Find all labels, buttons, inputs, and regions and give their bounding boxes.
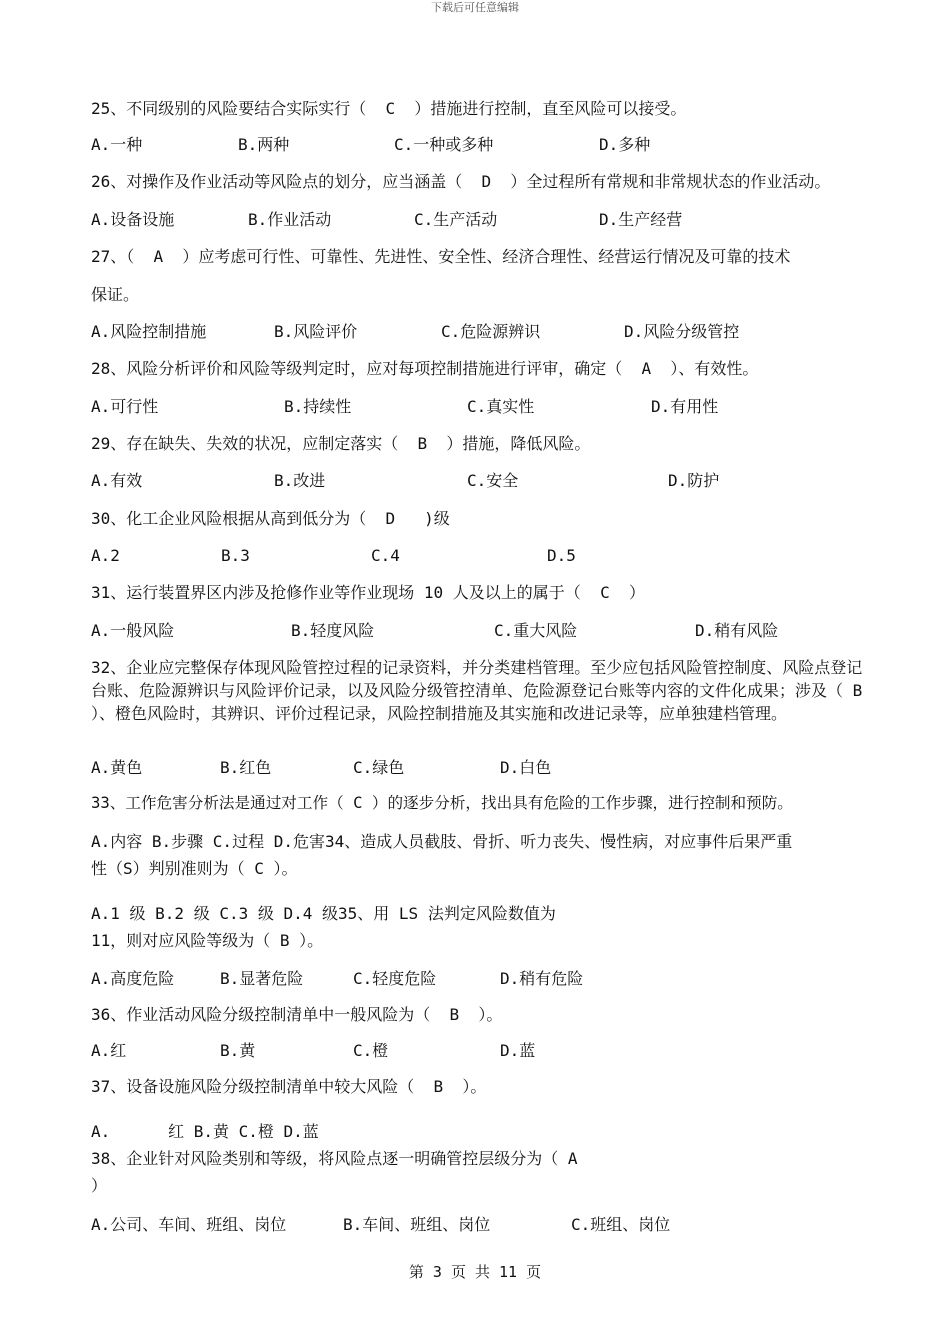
question-34-line-1: A.内容 B.步骤 C.过程 D.危害34、造成人员截肢、骨折、听力丧失、慢性病，对应事件后果严重 [91, 832, 793, 851]
q26-option-c: C.生产活动 [414, 210, 498, 229]
question-30: 30、化工企业风险根据从高到低分为（ D )级 [91, 509, 450, 528]
question-37-options: A. 红 B.黄 C.橙 D.蓝 [91, 1122, 319, 1141]
q38-option-a: A.公司、车间、班组、岗位 [91, 1215, 287, 1234]
q27-option-d: D.风险分级管控 [624, 322, 740, 341]
q30-option-c: C.4 [371, 546, 400, 565]
q26-option-d: D.生产经营 [599, 210, 683, 229]
q29-option-d: D.防护 [668, 471, 720, 490]
q25-option-a: A.一种 [91, 135, 143, 154]
question-28-options [91, 396, 891, 418]
question-32: 32、企业应完整保存体现风险管控过程的记录资料，并分类建档管理。至少应包括风险管控制度、风险点登记台账、危险源辨识与风险评价记录，以及风险分级管控清单、危险源登记台账等内容的文件化成果；涉及（ B ）、橙色风险时，其辨识、评价过程记录，风险控制措施及其实施和改进记录等，应单独建档管理。 [91, 658, 863, 723]
q38-option-b: B.车间、班组、岗位 [343, 1215, 491, 1234]
q29-option-c: C.安全 [467, 471, 519, 490]
q35-option-a: A.高度危险 [91, 969, 175, 988]
q27-option-a: A.风险控制措施 [91, 322, 207, 341]
question-35-line-2: 11，则对应风险等级为（ B ）。 [91, 931, 324, 950]
q35-option-b: B.显著危险 [220, 969, 304, 988]
q29-option-b: B.改进 [274, 471, 326, 490]
q28-option-c: C.真实性 [467, 397, 535, 416]
question-29-options [91, 470, 891, 492]
question-38-line-1: 38、企业针对风险类别和等级，将风险点逐一明确管控层级分为（ A [91, 1149, 578, 1168]
q25-option-c: C.一种或多种 [394, 135, 494, 154]
question-27-line-2: 保证。 [91, 285, 140, 304]
question-27-line-1: 27、（ A ）应考虑可行性、可靠性、先进性、安全性、经济合理性、经营运行情况及可靠的技术 [91, 247, 791, 266]
q36-option-a: A.红 [91, 1041, 127, 1060]
q32-option-d: D.白色 [500, 758, 552, 777]
q36-option-d: D.蓝 [500, 1041, 536, 1060]
question-32-options [91, 757, 891, 779]
q26-option-b: B.作业活动 [248, 210, 332, 229]
question-26-options [91, 209, 891, 231]
q38-option-c: C.班组、岗位 [571, 1215, 671, 1234]
q32-option-a: A.黄色 [91, 758, 143, 777]
q25-option-d: D.多种 [599, 135, 651, 154]
q30-option-d: D.5 [547, 546, 576, 565]
question-38-line-2: ） [91, 1176, 108, 1195]
q30-option-b: B.3 [221, 546, 250, 565]
question-27-options [91, 321, 891, 343]
q31-option-a: A.一般风险 [91, 621, 175, 640]
q25-option-b: B.两种 [238, 135, 290, 154]
q35-option-d: D.稍有危险 [500, 969, 584, 988]
question-25: 25、不同级别的风险要结合实际实行（ C ）措施进行控制，直至风险可以接受。 [91, 99, 687, 118]
q28-option-b: B.持续性 [284, 397, 352, 416]
question-31-options [91, 620, 891, 642]
q31-option-d: D.稍有风险 [695, 621, 779, 640]
question-26: 26、对操作及作业活动等风险点的划分，应当涵盖（ D ）全过程所有常规和非常规状态的作业活动。 [91, 172, 831, 191]
q28-option-a: A.可行性 [91, 397, 159, 416]
q35-option-c: C.轻度危险 [353, 969, 437, 988]
page-header: 下载后可任意编辑 [431, 1, 519, 14]
question-36: 36、作业活动风险分级控制清单中一般风险为（ B ）。 [91, 1005, 503, 1024]
q32-option-b: B.红色 [220, 758, 272, 777]
question-38-options [91, 1214, 891, 1236]
q27-option-b: B.风险评价 [274, 322, 358, 341]
question-36-options [91, 1040, 891, 1062]
question-28: 28、风险分析评价和风险等级判定时，应对每项控制措施进行评审，确定（ A ）、有效性。 [91, 359, 759, 378]
question-31: 31、运行装置界区内涉及抢修作业等作业现场 10 人及以上的属于（ C ） [91, 583, 645, 602]
q36-option-c: C.橙 [353, 1041, 389, 1060]
q31-option-b: B.轻度风险 [291, 621, 375, 640]
q30-option-a: A.2 [91, 546, 120, 565]
q26-option-a: A.设备设施 [91, 210, 175, 229]
question-34-line-2: 性（S）判别准则为（ C ）。 [91, 859, 298, 878]
q36-option-b: B.黄 [220, 1041, 256, 1060]
q31-option-c: C.重大风险 [494, 621, 578, 640]
question-33: 33、工作危害分析法是通过对工作（ C ）的逐步分析，找出具有危险的工作步骤，进行控制和预防。 [91, 794, 793, 812]
question-30-options [91, 545, 891, 567]
question-37: 37、设备设施风险分级控制清单中较大风险（ B ）。 [91, 1077, 487, 1096]
question-29: 29、存在缺失、失效的状况，应制定落实（ B ）措施，降低风险。 [91, 434, 591, 453]
q27-option-c: C.危险源辨识 [441, 322, 541, 341]
page-number-footer: 第 3 页 共 11 页 [408, 1263, 542, 1281]
question-35-options [91, 968, 891, 990]
q28-option-d: D.有用性 [651, 397, 719, 416]
q29-option-a: A.有效 [91, 471, 143, 490]
question-35-line-1: A.1 级 B.2 级 C.3 级 D.4 级35、用 LS 法判定风险数值为 [91, 904, 556, 923]
q32-option-c: C.绿色 [353, 758, 405, 777]
question-25-options [91, 134, 891, 156]
